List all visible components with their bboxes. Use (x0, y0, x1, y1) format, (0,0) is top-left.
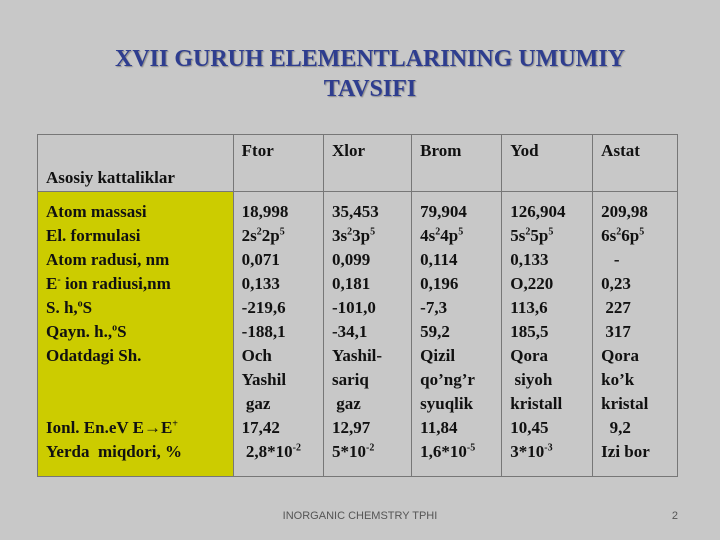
cell-line: 0,114 (420, 250, 458, 269)
cell-line: 227 (601, 298, 631, 317)
table-row (38, 192, 678, 477)
cell-line: gaz (241, 394, 271, 413)
cell-line: 113,6 (510, 298, 548, 317)
cell-line: 12,97 (331, 418, 371, 437)
cell-line: 35,453 (331, 202, 379, 221)
column-header-ftor: Ftor (233, 135, 323, 192)
slide-title-line1: XVII GURUH ELEMENTLARINING UMUMIY (114, 46, 626, 72)
cell-line: 17,42 (241, 418, 280, 437)
corner-header: Asosiy kattaliklar (38, 135, 234, 192)
cell-line: Atom radusi, nm (46, 250, 170, 269)
values-cell-xlor (323, 192, 411, 477)
column-header-yod: Yod (502, 135, 593, 192)
values-cell-brom (412, 192, 502, 477)
cell-line: $2s^22p^5$ (241, 226, 285, 245)
values-cell-astat (593, 192, 678, 477)
page-number: 2 (671, 510, 678, 522)
cell-line: 0,099 (331, 250, 371, 269)
cell-line: Qora (601, 346, 639, 365)
cell-line: siyoh (510, 370, 553, 389)
cell-line (46, 368, 233, 392)
cell-line: $3*10^{-3}$ (510, 442, 553, 461)
property-labels-cell (38, 192, 234, 477)
cell-line: Izi bor (601, 442, 650, 461)
cell-line: -188,1 (241, 322, 286, 341)
cell-line: O,220 (510, 274, 554, 293)
cell-line: Odatdagi Sh. (46, 346, 142, 365)
column-header-astat: Astat (593, 135, 678, 192)
cell-line: Yashil- (331, 346, 383, 365)
cell-line: $2,8*10^{-2}$ (241, 442, 301, 461)
cell-line: Yashil (241, 370, 287, 389)
properties-table (37, 134, 678, 477)
cell-line: $5s^25p^5$ (510, 226, 554, 245)
column-header-brom: Brom (412, 135, 502, 192)
cell-line: 18,998 (241, 202, 289, 221)
values-cell-yod (502, 192, 593, 477)
cell-line: ko’k (601, 370, 635, 389)
cell-line: $1,6*10^{-5}$ (420, 442, 476, 461)
cell-line: $6s^26p^5$ (601, 226, 645, 245)
cell-line: $5*10^{-2}$ (331, 442, 375, 461)
cell-line: - (601, 250, 620, 269)
cell-line: 59,2 (420, 322, 450, 341)
cell-line: 126,904 (510, 202, 566, 221)
cell-line: syuqlik (420, 394, 474, 413)
cell-line: 9,2 (601, 418, 631, 437)
cell-line: sariq (331, 370, 369, 389)
cell-line: 79,904 (420, 202, 467, 221)
cell-line: Yerda miqdori, % (46, 442, 182, 461)
cell-line: 0,133 (241, 274, 280, 293)
table-header-row (38, 135, 678, 192)
column-header-xlor: Xlor (323, 135, 411, 192)
cell-line: -219,6 (241, 298, 286, 317)
cell-line: Ionl. En.eV E→E+ (46, 418, 178, 437)
values-cell-ftor (233, 192, 323, 477)
cell-line: 0,23 (601, 274, 631, 293)
cell-line (46, 392, 233, 416)
cell-line: gaz (331, 394, 361, 413)
cell-line: -7,3 (420, 298, 448, 317)
cell-line: 0,071 (241, 250, 280, 269)
cell-line: 317 (601, 322, 631, 341)
slide-title-line2: TAVSIFI (323, 76, 417, 102)
cell-line: Och (241, 346, 272, 365)
cell-line: kristall (510, 394, 563, 413)
cell-line: -101,0 (331, 298, 376, 317)
cell-line: 10,45 (510, 418, 549, 437)
cell-line: kristal (601, 394, 649, 413)
cell-line: $4s^24p^5$ (420, 226, 464, 245)
cell-line: E- ion radiusi,nm (46, 274, 171, 293)
cell-line: $3s^23p^5$ (331, 226, 376, 245)
cell-line: Qizil (420, 346, 456, 365)
cell-line: S. h,$^o$S (46, 298, 93, 317)
cell-line: 11,84 (420, 418, 458, 437)
cell-line: 0,133 (510, 250, 549, 269)
slide-title (40, 44, 700, 104)
cell-line: 185,5 (510, 322, 549, 341)
cell-line: El. formulasi (46, 226, 141, 245)
cell-line: 209,98 (601, 202, 648, 221)
cell-line: 0,181 (331, 274, 371, 293)
cell-line: Qora (510, 346, 549, 365)
cell-line: -34,1 (331, 322, 368, 341)
cell-line: qo’ng’r (420, 370, 475, 389)
footer-text: INORGANIC CHEMSTRY TPHI (282, 510, 438, 522)
cell-line: Atom massasi (46, 202, 147, 221)
cell-line: Qayn. h.,$^o$S (46, 322, 127, 341)
cell-line: 0,196 (420, 274, 459, 293)
